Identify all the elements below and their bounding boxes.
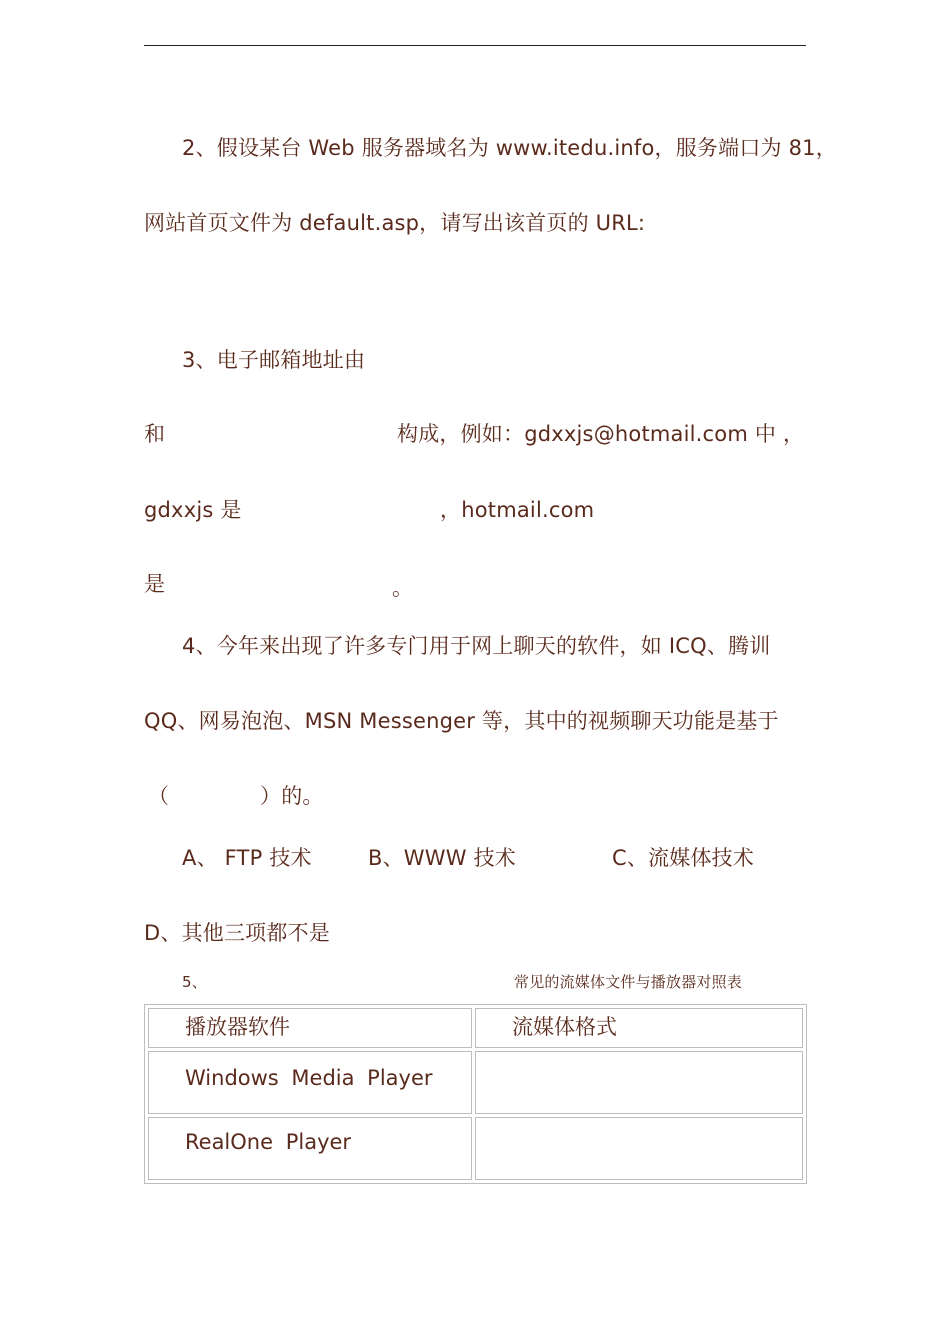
q3-line-4-start: 是 (144, 572, 166, 596)
q4-option-a: A、 FTP 技术 (182, 846, 312, 870)
table-header-cell (148, 1008, 472, 1048)
q4-option-b: B、WWW 技术 (368, 846, 516, 870)
stream-format-value (476, 1118, 802, 1130)
q3-line-3-end: ，hotmail.com (440, 498, 595, 522)
player-name: RealOne Player (185, 1130, 352, 1154)
q4-line-3-end: ）的。 (260, 784, 324, 808)
q4-line-2: QQ、网易泡泡、MSN Messenger 等，其中的视频聊天功能是基于 (144, 709, 779, 733)
q3-line-1: 3、电子邮箱地址由 (182, 348, 366, 372)
stream-format-value (476, 1052, 802, 1066)
q5-table-caption: 常见的流媒体文件与播放器对照表 (514, 973, 743, 991)
q4-line-1: 4、今年来出现了许多专门用于网上聊天的软件，如 ICQ、腾训 (182, 634, 771, 658)
q3-line-4-end: 。 (392, 576, 414, 600)
q3-line-2-start: 和 (144, 422, 166, 446)
q3-line-3-start: gdxxjs 是 (144, 498, 242, 522)
table-row (148, 1051, 803, 1114)
table-header-row (148, 1008, 803, 1048)
q4-line-3-start: （ (148, 784, 170, 808)
header-stream-format: 流媒体格式 (512, 1015, 617, 1039)
table-cell (475, 1051, 803, 1114)
q5-number: 5、 (182, 973, 207, 991)
table-row (148, 1117, 803, 1180)
header-rule (144, 45, 806, 46)
media-player-table (144, 1004, 807, 1184)
q2-line-1: 2、假设某台 Web 服务器域名为 www.itedu.info，服务端口为 81， (182, 136, 837, 160)
table-cell (148, 1117, 472, 1180)
q3-line-2-end: 构成，例如：gdxxjs@hotmail.com 中 ， (397, 422, 805, 446)
q4-option-c: C、流媒体技术 (612, 846, 755, 870)
table-cell (148, 1051, 472, 1114)
q4-option-d: D、其他三项都不是 (144, 921, 330, 945)
header-player-software: 播放器软件 (185, 1015, 290, 1039)
q2-line-2: 网站首页文件为 default.asp，请写出该首页的 URL: (144, 211, 646, 235)
table-cell (475, 1117, 803, 1180)
player-name: Windows Media Player (185, 1066, 433, 1090)
table-header-cell (475, 1008, 803, 1048)
